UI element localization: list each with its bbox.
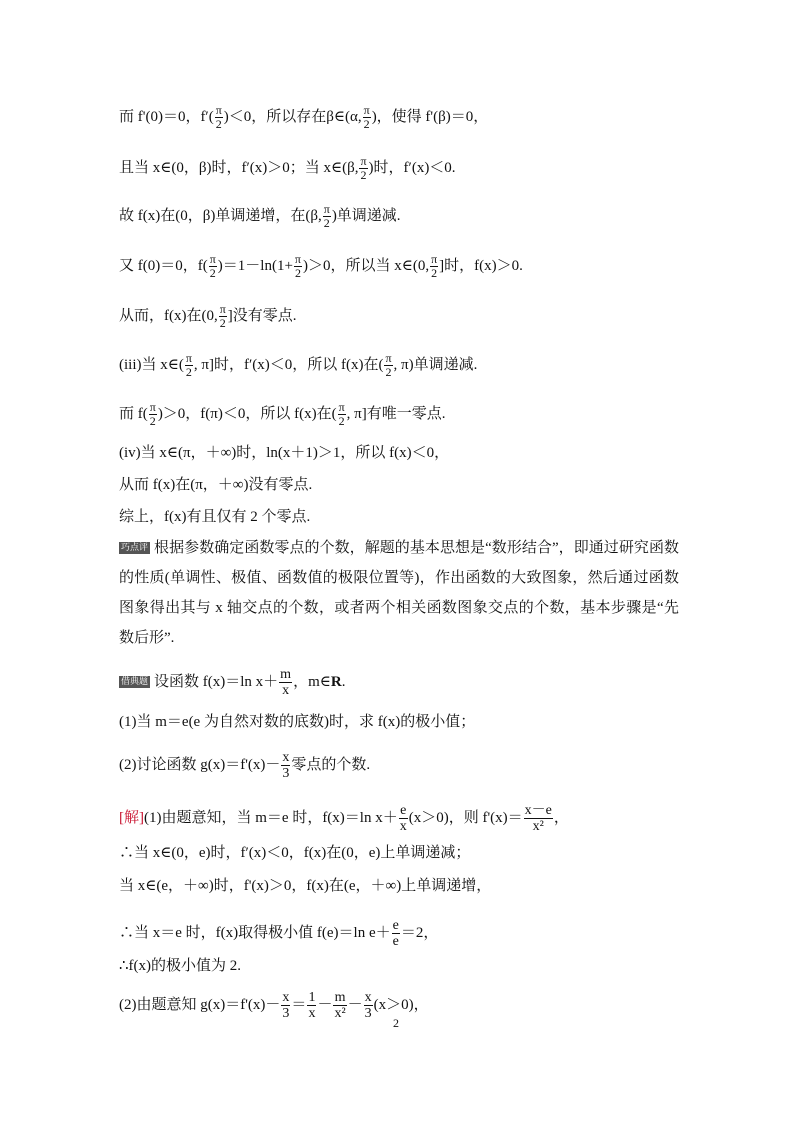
fraction: $\frac{\pi}{2}$ — [363, 103, 370, 131]
solution-line-4: ∴当 x＝e 时，f(x)取得极小值 f(e)＝ln e＋ $\frac{e}{e}$ ＝2， — [119, 918, 439, 949]
fraction: $\frac{x}{3}$ — [282, 750, 290, 781]
fraction: $\frac{e}{x}$ — [399, 803, 407, 834]
fraction: $\frac{\pi}{2}$ — [215, 103, 222, 131]
fraction: $\frac{m}{\text{x²}}$ — [334, 990, 346, 1021]
text-line-4: 又 f(0)＝0，f( $\frac{\pi}{2}$ )＝1－ln(1+ $\frac{\pi}{2}$ )＞0，所以当 x∈(0, $\frac{\pi}{2}$ ]时，f(x)＞0. — [119, 252, 523, 280]
question-1: (1)当 m＝e(e 为自然对数的底数)时，求 f(x)的极小值； — [119, 714, 476, 730]
page-number: 2 — [393, 1016, 399, 1030]
fraction: $\frac{\pi}{2}$ — [219, 302, 226, 330]
solution-line-3: 当 x∈(e，＋∞)时，f'(x)＞0，f(x)在(e，＋∞)上单调递增， — [119, 878, 492, 894]
question-2: (2)讨论函数 g(x)＝f'(x)－ $\frac{x}{3}$ 零点的个数. — [119, 750, 371, 781]
fraction: $\frac{\pi}{2}$ — [360, 154, 367, 182]
fraction: $\frac{\pi}{2}$ — [209, 252, 216, 280]
fraction: $\frac{\pi}{2}$ — [338, 400, 345, 428]
fraction: $\frac{\pi}{2}$ — [323, 202, 330, 230]
solution-tag: [解] — [119, 809, 144, 826]
comment-badge: 巧点评 — [121, 543, 149, 553]
text-line-1: 而 f'(0)＝0，f′( $\frac{\pi}{2}$ )＜0，所以存在β∈(α, $\frac{\pi}{2}$ )，使得 f'(β)＝0， — [119, 103, 489, 131]
solution-line-5: ∴f(x)的极小值为 2. — [119, 958, 242, 974]
fraction: $\frac{\pi}{2}$ — [185, 351, 192, 379]
problem-statement: 借典题 设函数 f(x)＝ln x＋ $\frac{m}{x}$ ，m∈R. — [121, 667, 346, 698]
text-line-10: 综上，f(x)有且仅有 2 个零点. — [119, 509, 311, 525]
text-line-8: (iv)当 x∈(π，＋∞)时，ln(x＋1)＞1，所以 f(x)＜0， — [119, 445, 450, 461]
fraction: $\frac{x}{3}$ — [364, 990, 372, 1021]
fraction: $\frac{\pi}{2}$ — [294, 252, 301, 280]
comment-paragraph: 巧点评 根据参数确定函数零点的个数，解题的基本思想是“数形结合”，即通过研究函数的性质(单调性、极值、函数值的极限位置等)，作出函数的大致图象，然后通过函数图象得出其与 x 轴交点的个数，或者两个相关函数图象交点的个数，基本步骤是“先数后形”. — [119, 540, 679, 646]
solution-line-2: ∴当 x∈(0，e)时，f′(x)＜0，f(x)在(0，e)上单调递减； — [119, 845, 471, 861]
problem-badge: 借典题 — [121, 676, 149, 687]
text-line-5: 从而，f(x)在(0, $\frac{\pi}{2}$ ]没有零点. — [119, 302, 297, 330]
solution-line-6: (2)由题意知 g(x)＝f'(x)－ $\frac{x}{3}$ ＝ $\frac{1}{x}$ － $\frac{m}{\text{x²}}$ － $\frac{x}{3}$ (x＞0)， — [119, 990, 429, 1021]
fraction: $\frac{1}{x}$ — [308, 990, 316, 1021]
fraction: $\frac{m}{x}$ — [280, 667, 292, 698]
text-line-6: (iii)当 x∈( $\frac{\pi}{2}$ , π]时，f′(x)＜0，所以 f(x)在( $\frac{\pi}{2}$ , π)单调递减. — [119, 351, 478, 379]
text-line-9: 从而 f(x)在(π，＋∞)没有零点. — [119, 477, 313, 493]
text-line-7: 而 f( $\frac{\pi}{2}$ )＞0，f(π)＜0，所以 f(x)在( $\frac{\pi}{2}$ , π]有唯一零点. — [119, 400, 446, 428]
fraction: $\frac{\pi}{2}$ — [385, 351, 392, 379]
fraction: $\frac{\pi}{2}$ — [149, 400, 156, 428]
fraction: $\frac{\pi}{2}$ — [431, 252, 438, 280]
solution-line-1: [解](1)由题意知，当 m＝e 时，f(x)＝ln x＋ $\frac{e}{x}$ (x＞0)，则 f'(x)＝ $\frac{x-e}{\text{x²}}$ ， — [119, 803, 569, 834]
text-line-3: 故 f(x)在(0，β)单调递增，在(β, $\frac{\pi}{2}$ )单调递减. — [119, 202, 401, 230]
fraction: $\frac{e}{e}$ — [392, 918, 399, 949]
text-line-2: 且当 x∈(0，β)时，f′(x)＞0；当 x∈(β, $\frac{\pi}{2}$ )时，f′(x)＜0. — [119, 154, 456, 182]
fraction: $\frac{x-e}{\text{x²}}$ — [524, 803, 552, 834]
fraction: $\frac{x}{3}$ — [282, 990, 290, 1021]
